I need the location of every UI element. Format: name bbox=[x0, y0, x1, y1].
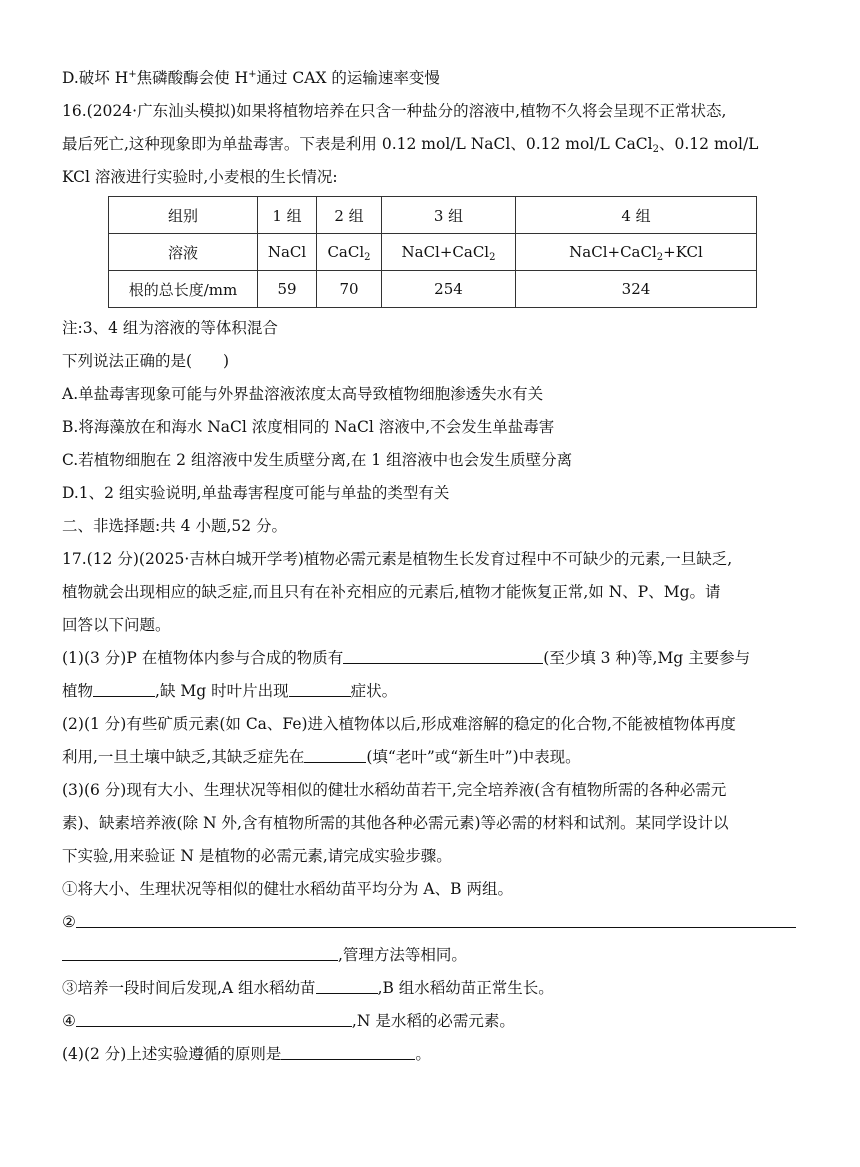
table-cell: 3 组 bbox=[382, 197, 516, 234]
table-cell bbox=[317, 234, 382, 271]
answer-blank[interactable] bbox=[316, 977, 378, 994]
q15-option-d-text: D.破坏 H bbox=[62, 69, 129, 87]
cell-text: NaCl+CaCl bbox=[401, 243, 490, 261]
answer-blank[interactable] bbox=[343, 647, 543, 664]
q16-note: 注:3、4 组为溶液的等体积混合 bbox=[62, 319, 278, 337]
table-cell: 4 组 bbox=[516, 197, 757, 234]
exam-page bbox=[62, 62, 802, 1071]
q16-intro-text: 、0.12 mol/L bbox=[659, 135, 759, 153]
answer-blank[interactable] bbox=[289, 680, 351, 697]
table-cell: 324 bbox=[516, 271, 757, 308]
q17-text: 植物 bbox=[62, 682, 94, 700]
table-row bbox=[109, 197, 757, 234]
q16-intro-line: 16.(2024·广东汕头模拟)如果将植物培养在只含一种盐分的溶液中,植物不久将会呈现不正常状态, bbox=[62, 102, 727, 120]
answer-blank[interactable] bbox=[93, 680, 155, 697]
q17-part1-line1 bbox=[62, 642, 802, 675]
q17-part4 bbox=[62, 1038, 802, 1071]
h-plus-sup: + bbox=[248, 69, 257, 80]
answer-blank[interactable] bbox=[62, 944, 338, 961]
cell-text: +KCl bbox=[663, 243, 703, 261]
answer-blank[interactable] bbox=[76, 911, 796, 928]
step-marker: ② bbox=[62, 913, 76, 931]
table-row bbox=[109, 234, 757, 271]
q17-step3 bbox=[62, 972, 802, 1005]
answer-blank[interactable] bbox=[281, 1043, 415, 1060]
q17-part3-line: (3)(6 分)现有大小、生理状况等相似的健壮水稻幼苗若干,完全培养液(含有植物所需的各种必需元 bbox=[62, 781, 727, 799]
q17-part2-line2 bbox=[62, 741, 802, 774]
table-cell: 2 组 bbox=[317, 197, 382, 234]
cell-text: CaCl bbox=[327, 243, 365, 261]
subscript: 2 bbox=[656, 252, 664, 263]
q16-intro-line: KCl 溶液进行实验时,小麦根的生长情况: bbox=[62, 168, 338, 186]
table-cell: 59 bbox=[258, 271, 317, 308]
q17-text: 利用,一旦土壤中缺乏,其缺乏症先在 bbox=[62, 748, 305, 766]
table-cell: 溶液 bbox=[109, 234, 258, 271]
q17-text: (1)(3 分)P 在植物体内参与合成的物质有 bbox=[62, 649, 344, 667]
q16-intro-line bbox=[62, 128, 802, 161]
q15-option-d[interactable] bbox=[62, 62, 802, 95]
q17-part1-line2 bbox=[62, 675, 802, 708]
answer-blank[interactable] bbox=[76, 1010, 352, 1027]
q15-option-d-text: 焦磷酸酶会使 H bbox=[136, 69, 249, 87]
q16-question: 下列说法正确的是( ) bbox=[62, 352, 230, 370]
table-cell: 1 组 bbox=[258, 197, 317, 234]
data-table bbox=[108, 196, 757, 308]
q17-step4 bbox=[62, 1005, 802, 1038]
q17-text: ③培养一段时间后发现,A 组水稻幼苗 bbox=[62, 979, 316, 997]
h-plus-sup: + bbox=[128, 69, 137, 80]
q17-step2-line1 bbox=[62, 906, 802, 939]
table-row bbox=[109, 271, 757, 308]
q16-option-a[interactable]: A.单盐毒害现象可能与外界盐溶液浓度太高导致植物细胞渗透失水有关 bbox=[62, 385, 544, 403]
q17-text: ,管理方法等相同。 bbox=[338, 946, 467, 964]
q17-intro-line: 回答以下问题。 bbox=[62, 616, 171, 634]
q17-intro-line: 17.(12 分)(2025·吉林白城开学考)植物必需元素是植物生长发育过程中不可缺少的元素,一旦缺乏, bbox=[62, 550, 733, 568]
table-cell: NaCl bbox=[258, 234, 317, 271]
q17-text: ,缺 Mg 时叶片出现 bbox=[155, 682, 289, 700]
table-cell: 根的总长度/mm bbox=[109, 271, 258, 308]
q16-intro-text: 最后死亡,这种现象即为单盐毒害。下表是利用 0.12 mol/L NaCl、0.12 mol/L CaCl bbox=[62, 135, 653, 153]
subscript: 2 bbox=[364, 252, 371, 263]
subscript: 2 bbox=[489, 252, 496, 263]
section-title: 二、非选择题:共 4 小题,52 分。 bbox=[62, 517, 288, 535]
q17-text: ,N 是水稻的必需元素。 bbox=[351, 1012, 515, 1030]
q17-part3-line: 下实验,用来验证 N 是植物的必需元素,请完成实验步骤。 bbox=[62, 847, 452, 865]
q16-option-d[interactable]: D.1、2 组实验说明,单盐毒害程度可能与单盐的类型有关 bbox=[62, 484, 450, 502]
q17-text: ,B 组水稻幼苗正常生长。 bbox=[377, 979, 554, 997]
table-cell bbox=[516, 234, 757, 271]
table-cell: 组别 bbox=[109, 197, 258, 234]
table-cell: 70 bbox=[317, 271, 382, 308]
table-cell: 254 bbox=[382, 271, 516, 308]
subscript: 2 bbox=[652, 144, 660, 155]
table-cell bbox=[382, 234, 516, 271]
q17-text: (填“老叶”或“新生叶”)中表现。 bbox=[366, 748, 581, 766]
q17-text: (至少填 3 种)等,Mg 主要参与 bbox=[543, 649, 751, 667]
q17-step1: ①将大小、生理状况等相似的健壮水稻幼苗平均分为 A、B 两组。 bbox=[62, 880, 513, 898]
q16-option-b[interactable]: B.将海藻放在和海水 NaCl 浓度相同的 NaCl 溶液中,不会发生单盐毒害 bbox=[62, 418, 555, 436]
q17-text: 症状。 bbox=[350, 682, 398, 700]
q17-text: 。 bbox=[415, 1045, 431, 1063]
answer-blank[interactable] bbox=[304, 746, 366, 763]
q16-option-c[interactable]: C.若植物细胞在 2 组溶液中发生质壁分离,在 1 组溶液中也会发生质壁分离 bbox=[62, 451, 573, 469]
q17-text: (4)(2 分)上述实验遵循的原则是 bbox=[62, 1045, 282, 1063]
q17-step2-line2 bbox=[62, 939, 802, 972]
q17-part2-line1: (2)(1 分)有些矿质元素(如 Ca、Fe)进入植物体以后,形成难溶解的稳定的化合物,不能被植物体再度 bbox=[62, 715, 736, 733]
q17-intro-line: 植物就会出现相应的缺乏症,而且只有在补充相应的元素后,植物才能恢复正常,如 N、P、Mg。请 bbox=[62, 583, 721, 601]
q17-part3-line: 素)、缺素培养液(除 N 外,含有植物所需的其他各种必需元素)等必需的材料和试剂。某同学设计以 bbox=[62, 814, 729, 832]
cell-text: NaCl+CaCl bbox=[569, 243, 657, 261]
q15-option-d-text: 通过 CAX 的运输速率变慢 bbox=[256, 69, 440, 87]
step-marker: ④ bbox=[62, 1012, 76, 1030]
